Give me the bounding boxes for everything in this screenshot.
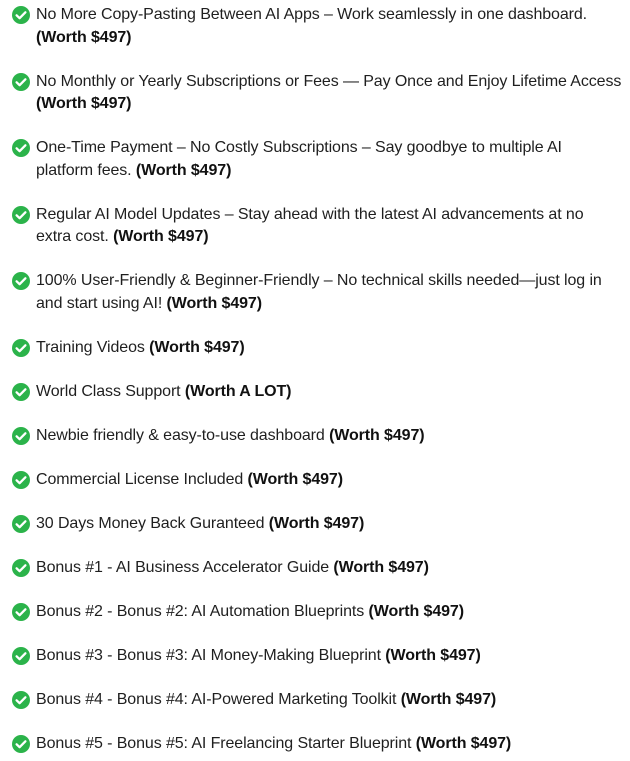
- worth-label: (Worth $497): [329, 426, 425, 444]
- list-item: [0, 425, 630, 448]
- worth-label: (Worth $497): [149, 338, 245, 356]
- worth-label: (Worth $497): [400, 690, 497, 708]
- worth-label: (Worth $497): [268, 514, 365, 532]
- feature-text: Bonus #2 - Bonus #2: AI Automation Blueprints (Worth $497): [36, 602, 464, 620]
- feature-text: World Class Support (Worth A LOT): [36, 382, 292, 400]
- worth-label: (Worth $497): [36, 28, 132, 46]
- list-item: [0, 469, 630, 492]
- check-circle-icon: [12, 6, 30, 24]
- check-circle-icon: [12, 559, 30, 577]
- check-circle-icon: [12, 73, 30, 91]
- check-circle-icon: [12, 691, 30, 709]
- worth-label: (Worth $497): [247, 470, 343, 488]
- worth-label: (Worth $497): [135, 161, 232, 179]
- feature-text: Regular AI Model Updates – Stay ahead with the latest AI advancements at no extra cost. (Worth $497): [36, 205, 584, 245]
- list-item: [0, 601, 630, 624]
- list-item: [0, 689, 630, 712]
- worth-label: (Worth $497): [385, 646, 481, 664]
- worth-label: (Worth $497): [333, 558, 429, 576]
- feature-text: 100% User-Friendly & Beginner-Friendly – No technical skills needed—just log in and start using AI! (Worth $497): [36, 272, 602, 312]
- list-item: [0, 204, 630, 249]
- check-circle-icon: [12, 471, 30, 489]
- check-circle-icon: [12, 735, 30, 753]
- worth-label: (Worth $497): [166, 294, 262, 312]
- list-item: [0, 513, 630, 536]
- check-circle-icon: [12, 515, 30, 533]
- feature-text: Bonus #1 - AI Business Accelerator Guide (Worth $497): [36, 558, 429, 576]
- feature-text: Training Videos (Worth $497): [36, 338, 245, 356]
- list-item: [0, 4, 630, 49]
- list-item: [0, 71, 630, 116]
- feature-text: One-Time Payment – No Costly Subscriptions – Say goodbye to multiple AI platform fees. (Worth $497): [36, 139, 562, 179]
- check-circle-icon: [12, 427, 30, 445]
- list-item: [0, 337, 630, 360]
- list-item: [0, 733, 630, 756]
- feature-text: Newbie friendly & easy-to-use dashboard (Worth $497): [36, 426, 425, 444]
- feature-text: Bonus #3 - Bonus #3: AI Money-Making Blueprint (Worth $497): [36, 646, 481, 664]
- feature-text: Bonus #4 - Bonus #4: AI-Powered Marketing Toolkit (Worth $497): [36, 690, 497, 708]
- check-circle-icon: [12, 603, 30, 621]
- check-circle-icon: [12, 383, 30, 401]
- list-item: [0, 137, 630, 182]
- list-item: [0, 270, 630, 315]
- worth-label: (Worth $497): [415, 734, 512, 752]
- feature-text: Bonus #5 - Bonus #5: AI Freelancing Starter Blueprint (Worth $497): [36, 734, 512, 752]
- check-circle-icon: [12, 139, 30, 157]
- check-circle-icon: [12, 206, 30, 224]
- check-circle-icon: [12, 272, 30, 290]
- worth-label: (Worth A LOT): [184, 382, 292, 400]
- worth-label: (Worth $497): [36, 95, 132, 112]
- worth-label: (Worth $497): [368, 602, 464, 620]
- feature-text: Commercial License Included (Worth $497): [36, 470, 343, 488]
- worth-label: (Worth $497): [113, 228, 209, 245]
- feature-text: No More Copy-Pasting Between AI Apps – Work seamlessly in one dashboard. (Worth $497): [36, 6, 588, 46]
- check-circle-icon: [12, 339, 30, 357]
- check-circle-icon: [12, 647, 30, 665]
- feature-text: No Monthly or Yearly Subscriptions or Fees — Pay Once and Enjoy Lifetime Access (Worth $497): [36, 72, 622, 112]
- list-item: [0, 645, 630, 668]
- list-item: [0, 557, 630, 580]
- feature-text: 30 Days Money Back Guranteed (Worth $497): [36, 514, 365, 532]
- list-item: [0, 381, 630, 404]
